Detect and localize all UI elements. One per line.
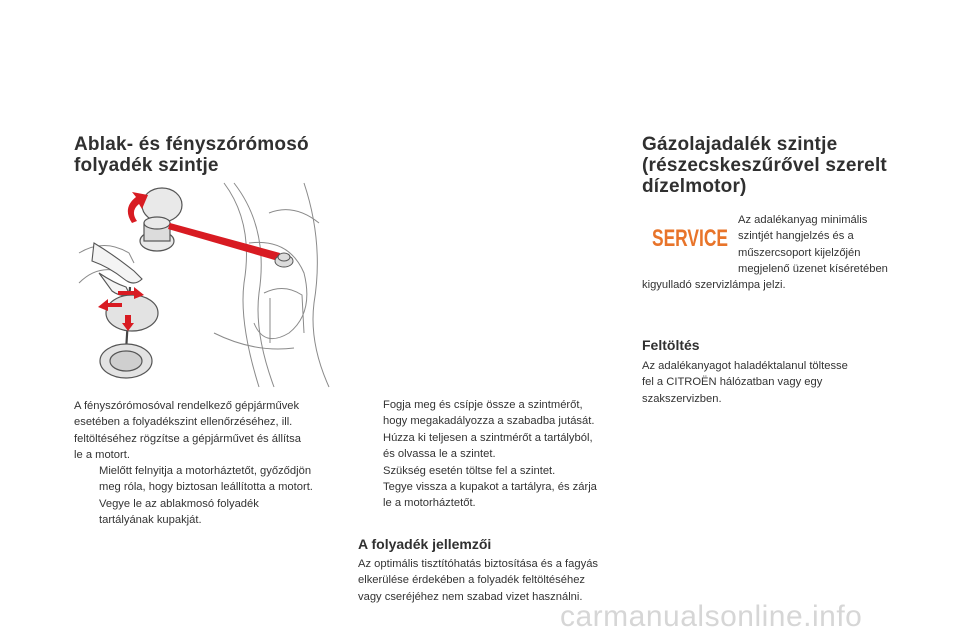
- list-item: Vegye le az ablakmosó folyadék tartályának kupakját.: [99, 497, 259, 527]
- list-item: Mielőtt felnyitja a motorháztetőt, győződjön meg róla, hogy biztosan leállította a motort.: [99, 465, 313, 494]
- list-item: Fogja meg és csípje össze a szintmérőt, hogy megakadályozza a szabadba jutását.: [383, 399, 595, 428]
- refill-text: Az adalékanyagot haladéktalanul töltesse fel a CITROËN hálózatban vagy egy szakszervizben.: [642, 360, 848, 405]
- left-intro: A fényszórómosóval rendelkező gépjárművek esetében a folyadékszint ellenőrzéséhez, ill. feltöltéséhez rögzítse a gépjárművet és állítsa le a motort.: [74, 400, 301, 462]
- left-title: Ablak- és fényszórómosó folyadék szintje: [74, 134, 309, 176]
- list-item: Tegye vissza a kupakot a tartályra, és zárja le a motorháztetőt.: [383, 481, 597, 510]
- fluid-characteristics-text: Az optimális tisztítóhatás biztosítása és a fagyás elkerülése érdekében a folyadék feltöltéséhez vagy cseréjéhez nem szabad vizet használni.: [358, 558, 599, 603]
- watermark: carmanualsonline.info: [560, 600, 863, 633]
- fluid-characteristics-title: A folyadék jellemzői: [358, 536, 492, 552]
- right-title: Gázolajadalék szintje (részecskeszűrővel szerelt dízelmotor): [642, 134, 887, 197]
- service-label: SERVICE: [652, 225, 728, 252]
- service-text: Az adalékanyag minimális szintjét hangjelzés és a műszercsoport kijelzőjén megjelenő üzenet kíséretében: [738, 214, 888, 276]
- list-item: Húzza ki teljesen a szintmérőt a tartályból, és olvassa le a szintet.: [383, 431, 593, 461]
- washer-fluid-illustration: [74, 183, 337, 387]
- list-item: Szükség esetén töltse fel a szintet.: [383, 464, 556, 477]
- service-text-tail: kigyulladó szervizlámpa jelzi.: [642, 279, 786, 291]
- service-warning-icon: [651, 225, 729, 252]
- middle-bullet-list: [361, 397, 597, 512]
- refill-title: Feltöltés: [642, 337, 700, 353]
- left-bullet-list: [77, 463, 313, 529]
